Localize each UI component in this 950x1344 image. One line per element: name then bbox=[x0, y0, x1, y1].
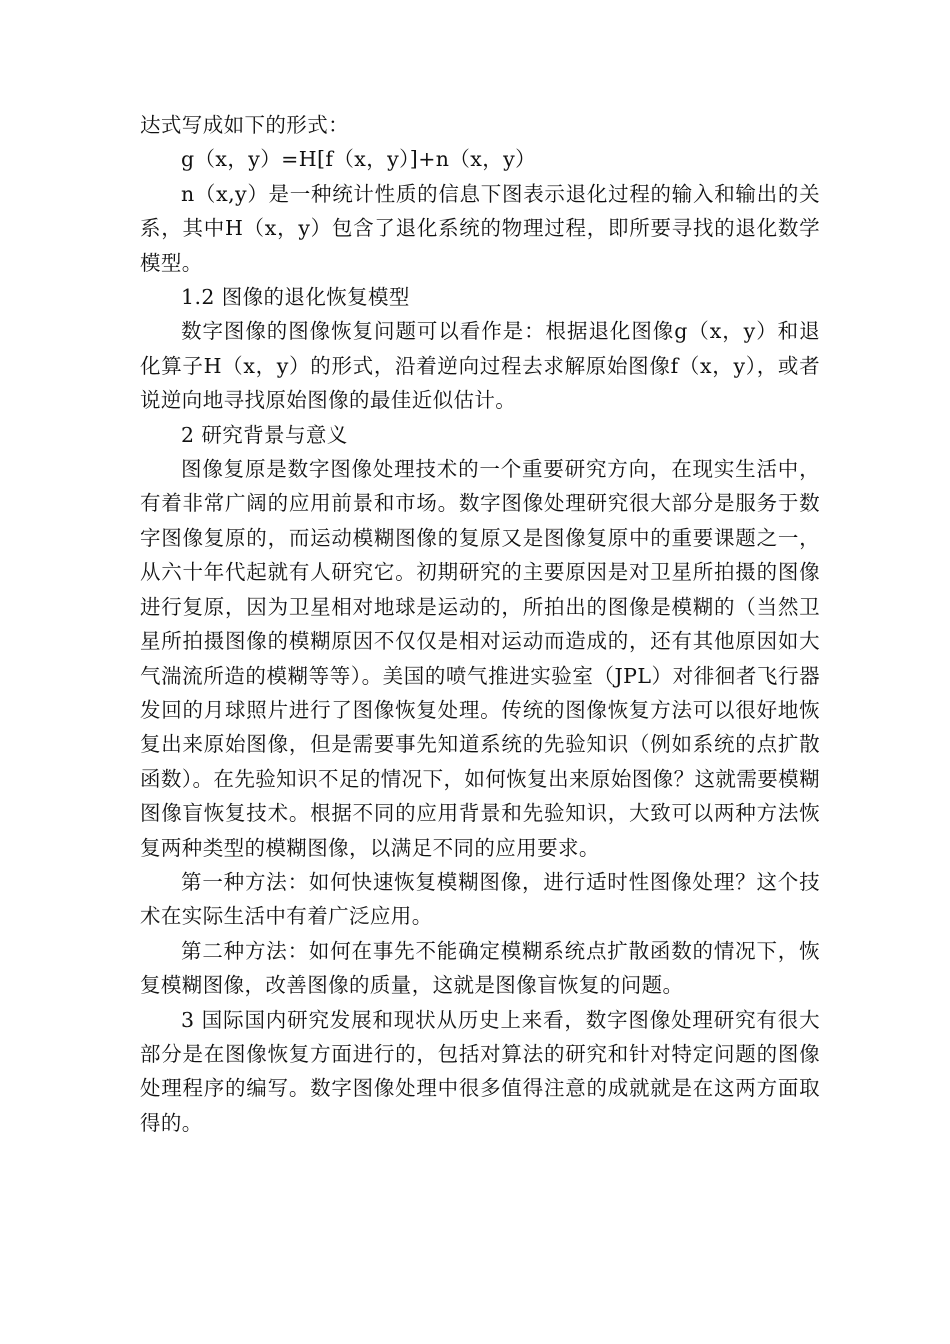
paragraph-method-one: 第一种方法：如何快速恢复模糊图像，进行适时性图像处理？这个技术在实际生活中有着广泛应用。 bbox=[140, 869, 820, 929]
document-body bbox=[140, 108, 820, 1140]
section-heading-2: 2 研究背景与意义 bbox=[181, 422, 348, 447]
paragraph-method-two: 第二种方法：如何在事先不能确定模糊系统点扩散函数的情况下，恢复模糊图像，改善图像的质量，这就是图像盲恢复的问题。 bbox=[140, 938, 820, 998]
paragraph-restoration-problem: 数字图像的图像恢复问题可以看作是：根据退化图像g（x，y）和退化算子H（x，y）的形式，沿着逆向过程去求解原始图像f（x，y），或者说逆向地寻找原始图像的最佳近似估计。 bbox=[140, 319, 820, 413]
paragraph-noise-description: n（x,y）是一种统计性质的信息下图表示退化过程的输入和输出的关系，其中H（x，y）包含了退化系统的物理过程，即所要寻找的退化数学模型。 bbox=[140, 181, 820, 275]
paragraph-background: 图像复原是数字图像处理技术的一个重要研究方向，在现实生活中，有着非常广阔的应用前景和市场。数字图像处理研究很大部分是服务于数字图像复原的，而运动模糊图像的复原又是图像复原中的重要课题之一，从六十年代起就有人研究它。初期研究的主要原因是对卫星所拍摄的图像进行复原，因为卫星相对地球是运动的，所拍出的图像是模糊的（当然卫星所拍摄图像的模糊原因不仅仅是相对运动而造成的，还有其他原因如大气湍流所造的模糊等等）。美国的喷气推进实验室（JPL）对徘徊者飞行器发回的月球照片进行了图像恢复处理。传统的图像恢复方法可以很好地恢复出来原始图像，但是需要事先知道系统的先验知识（例如系统的点扩散函数）。在先验知识不足的情况下，如何恢复出来原始图像？这就需要模糊图像盲恢复技术。根据不同的应用背景和先验知识，大致可以两种方法恢复两种类型的模糊图像，以满足不同的应用要求。 bbox=[140, 457, 820, 860]
paragraph-continuation: 达式写成如下的形式： bbox=[140, 113, 349, 137]
section-heading-1-2: 1.2 图像的退化恢复模型 bbox=[181, 285, 410, 310]
paragraph-section-3: 3 国际国内研究发展和现状从历史上来看，数字图像处理研究有很大部分是在图像恢复方面进行的，包括对算法的研究和针对特定问题的图像处理程序的编写。数字图像处理中很多值得注意的成就就是在这两方面取得的。 bbox=[140, 1007, 820, 1135]
equation-degradation-model: g（x，y）=H[f（x，y）]+n（x，y） bbox=[181, 147, 537, 172]
